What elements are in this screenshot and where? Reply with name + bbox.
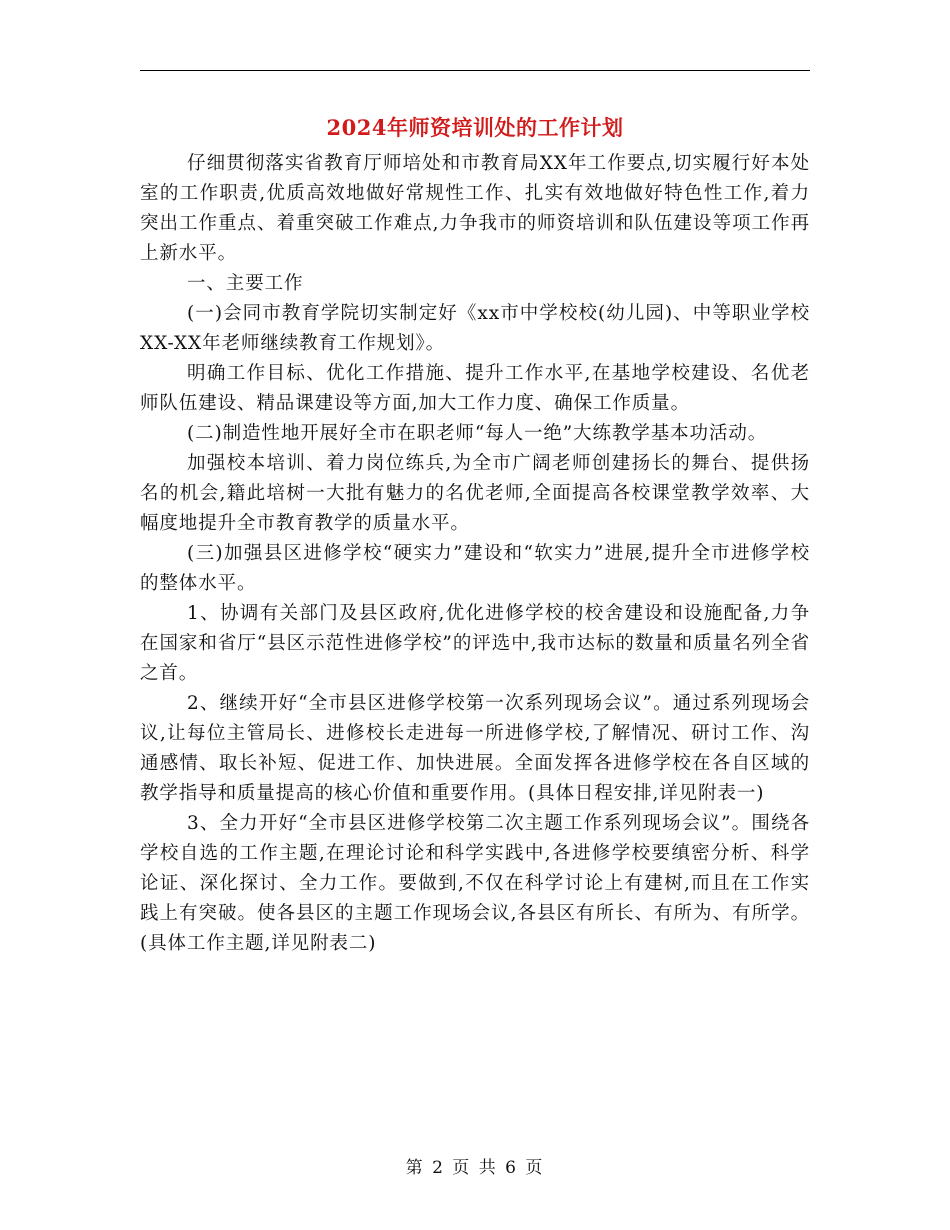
page-number: 第 2 页 共 6 页 xyxy=(405,1158,545,1178)
paragraph-item-3: (三)加强县区进修学校“硬实力”建设和“软实力”进展,提升全市进修学校的整体水平。 xyxy=(140,543,810,594)
paragraph-intro: 仔细贯彻落实省教育厅师培处和市教育局XX年工作要点,切实履行好本处室的工作职责,优质高效地做好常规性工作、扎实有效地做好特色性工作,着力突出工作重点、着重突破工作难点,力争我市的师资培训和队伍建设等项工作再上新水平。 xyxy=(140,153,810,264)
document-title: 2024年师资培训处的工作计划 xyxy=(326,115,624,140)
document-body xyxy=(140,149,810,959)
paragraph-item-1-detail: 明确工作目标、优化工作措施、提升工作水平,在基地学校建设、名优老师队伍建设、精品课建设等方面,加大工作力度、确保工作质量。 xyxy=(140,363,810,414)
paragraph-item-2-detail: 加强校本培训、着力岗位练兵,为全市广阔老师创建扬长的舞台、提供扬名的机会,籍此培树一大批有魅力的名优老师,全面提高各校课堂教学效率、大幅度地提升全市教育教学的质量水平。 xyxy=(140,453,810,534)
paragraph-subitem-2: 2、继续开好“全市县区进修学校第一次系列现场会议”。通过系列现场会议,让每位主管局长、进修校长走进每一所进修学校,了解情况、研讨工作、沟通感情、取长补短、促进工作、加快进展。全面发挥各进修学校在各自区域的教学指导和质量提高的核心价值和重要作用。(具体日程安排,详见附表一) xyxy=(140,693,810,804)
paragraph-item-1: (一)会同市教育学院切实制定好《xx市中学校校(幼儿园)、中等职业学校XX-XX年老师继续教育工作规划》。 xyxy=(140,303,810,354)
paragraph-subitem-3: 3、全力开好“全市县区进修学校第二次主题工作系列现场会议”。围绕各学校自选的工作主题,在理论讨论和科学实践中,各进修学校要缜密分析、科学论证、深化探讨、全力工作。要做到,不仅在科学讨论上有建树,而且在工作实践上有突破。使各县区的主题工作现场会议,各县区有所长、有所为、有所学。(具体工作主题,详见附表二) xyxy=(140,813,810,954)
paragraph-item-2: (二)制造性地开展好全市在职老师“每人一绝”大练教学基本功活动。 xyxy=(187,423,768,444)
paragraph-subitem-1: 1、协调有关部门及县区政府,优化进修学校的校舍建设和设施配备,力争在国家和省厅“县区示范性进修学校”的评选中,我市达标的数量和质量名列全省之首。 xyxy=(140,603,810,684)
section-heading-main-work: 一、主要工作 xyxy=(187,273,304,294)
header-rule xyxy=(140,70,810,71)
